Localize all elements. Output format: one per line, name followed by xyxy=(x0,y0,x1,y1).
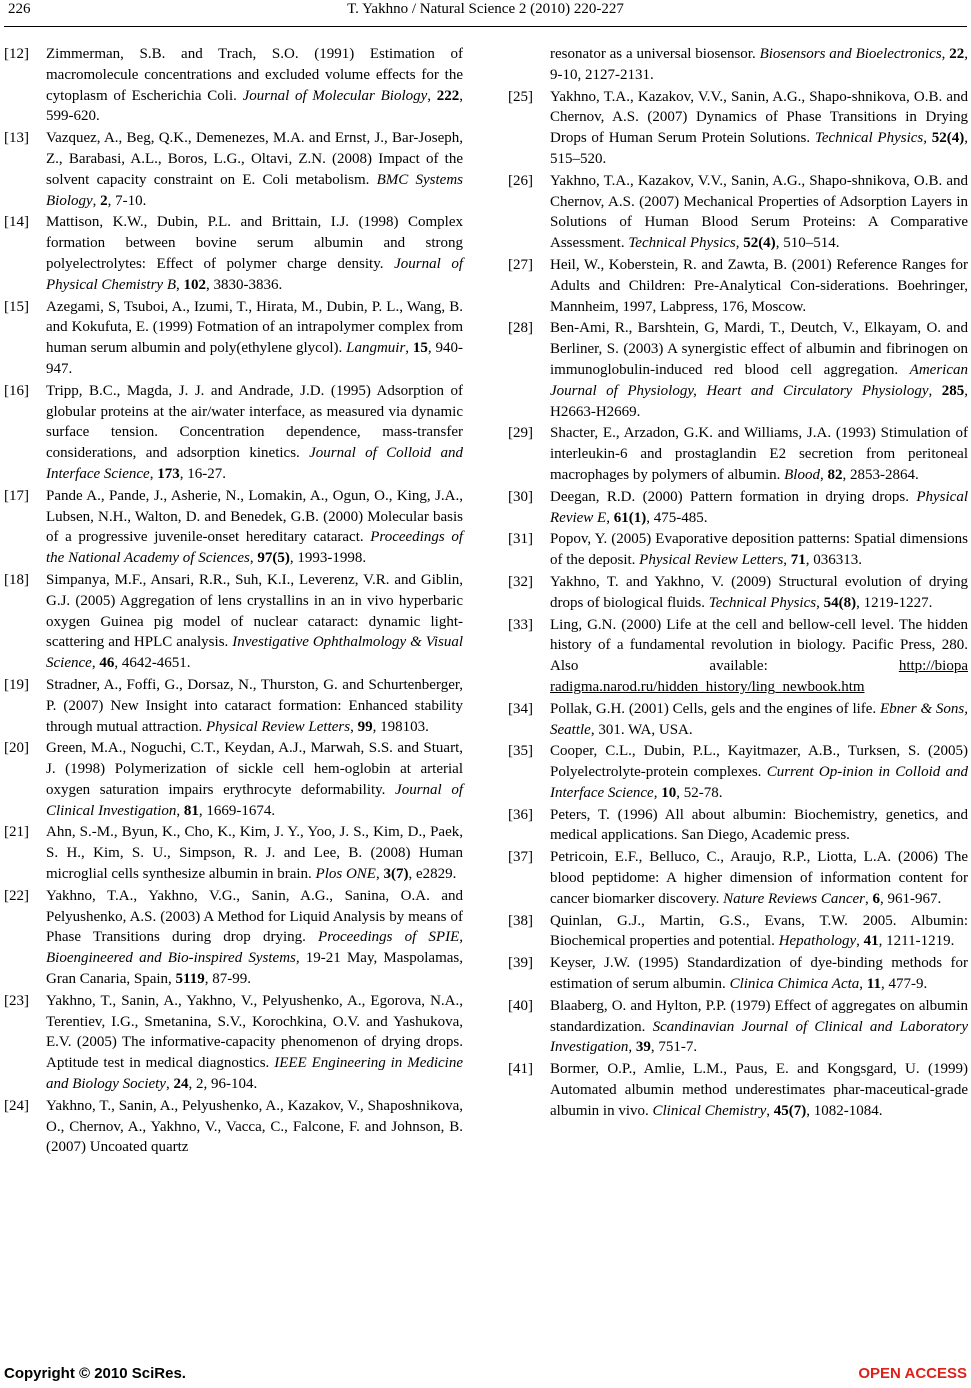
volume-number: 24 xyxy=(173,1076,189,1093)
reference-entry xyxy=(4,738,463,821)
page-number: 226 xyxy=(8,1,31,17)
reference-text-segment: , 1219-1227. xyxy=(856,594,933,611)
reference-entry xyxy=(4,486,463,569)
reference-text-segment: , xyxy=(175,276,184,293)
reference-text xyxy=(550,1059,968,1121)
volume-number: 11 xyxy=(866,976,881,993)
volume-number: 97(5) xyxy=(257,550,290,567)
reference-text-segment: , 475-485. xyxy=(646,509,708,526)
reference-text-segment: Popov, Y. (2005) Evaporative deposition patterns: Spatial dimensions of the deposit. xyxy=(550,531,968,569)
reference-entry xyxy=(4,886,463,990)
reference-number: [37] xyxy=(508,849,533,866)
reference-text-segment: Petricoin, E.F., Belluco, C., Araujo, R.P., Liotta, L.A. (2006) The blood peptidome: A higher dimension of information content for cancer biomarker discovery. xyxy=(550,849,968,907)
journal-title: Blood xyxy=(784,466,820,483)
reference-text-segment: , 1082-1084. xyxy=(806,1102,883,1119)
reference-text-segment: , xyxy=(350,718,358,735)
reference-number: [30] xyxy=(508,488,533,505)
reference-number: [22] xyxy=(4,887,29,904)
reference-number: [40] xyxy=(508,997,533,1014)
reference-text-segment: , 515–520. xyxy=(550,130,969,167)
journal-title: Plos ONE xyxy=(315,866,376,883)
reference-text-segment: , 198103. xyxy=(372,718,429,735)
reference-text-segment: Zimmerman, S.B. and Trach, S.O. (1991) Estimation of macromolecule concentrations and excluded volume effects for the cytoplasm of Escherichia Coli. xyxy=(46,46,463,104)
reference-text-segment: , 3830-3836. xyxy=(205,276,283,293)
reference-text xyxy=(550,255,968,317)
volume-number: 61(1) xyxy=(613,509,647,526)
reference-text xyxy=(550,805,968,847)
reference-text xyxy=(550,87,968,170)
reference-text-segment: , xyxy=(427,87,437,104)
journal-title: Nature Reviews Cancer xyxy=(723,890,866,907)
volume-number: 81 xyxy=(183,802,199,819)
reference-entry xyxy=(508,255,968,317)
reference-number: [23] xyxy=(4,992,29,1009)
reference-number: [17] xyxy=(4,487,29,504)
reference-link[interactable]: http://biopa radigma.narod.ru/hidden_history/ling_newbook.htm xyxy=(550,658,968,695)
reference-text-segment: Bormer, O.P., Amlie, L.M., Paus, E. and Kongsgard, U. (1999) Automated albumin method underestimates phar-maceutical-grade albumin in vivo. xyxy=(550,1061,968,1119)
reference-text xyxy=(46,822,463,884)
journal-title: Journal of Clinical Investigation xyxy=(46,781,463,819)
reference-number: [32] xyxy=(508,573,533,590)
reference-text-segment: Cooper, C.L., Dubin, P.L., Kayitmazer, A.B., Turksen, S. (2005) Polyelectrolyte-protein complexes. xyxy=(550,743,968,781)
journal-title: American Journal of Physiology, Heart and Circulatory Physiology xyxy=(550,361,968,399)
reference-text-segment: , 301. WA, USA. xyxy=(590,721,693,738)
volume-number: 82 xyxy=(827,466,843,483)
reference-text xyxy=(46,381,463,485)
reference-text-segment: , xyxy=(176,802,184,819)
reference-text-segment: , xyxy=(856,933,864,950)
reference-number: [14] xyxy=(4,214,29,231)
reference-number: [24] xyxy=(4,1097,29,1114)
reference-text-segment: Deegan, R.D. (2000) Pattern formation in drying drops. xyxy=(550,488,917,505)
reference-text xyxy=(550,741,968,803)
reference-text xyxy=(550,847,968,909)
reference-entry xyxy=(4,1096,463,1158)
reference-text xyxy=(46,1096,463,1158)
reference-entry xyxy=(4,212,463,295)
journal-title: Physical Review E xyxy=(550,488,968,526)
volume-number: 6 xyxy=(872,890,881,907)
journal-title: Current Op-inion in Colloid and Interface Science xyxy=(550,764,968,801)
reference-text-segment: , xyxy=(405,340,413,357)
reference-text-segment: , xyxy=(735,235,744,252)
reference-text-segment: , 751-7. xyxy=(650,1039,698,1056)
journal-title: Proceedings of the National Academy of Sciences xyxy=(46,529,463,567)
journal-title: Hepathology xyxy=(778,933,857,950)
reference-text-segment: Quinlan, G.J., Martin, G.S., Evans, T.W. 2005. Albumin: Biochemical properties and potential. xyxy=(550,912,968,950)
reference-entry xyxy=(508,423,968,485)
reference-text-segment: , 940-947. xyxy=(46,340,464,377)
reference-text xyxy=(46,675,463,737)
reference-number: [35] xyxy=(508,743,533,760)
reference-entry xyxy=(4,44,463,127)
reference-text-segment: , xyxy=(859,976,867,993)
reference-text xyxy=(550,911,968,953)
reference-text-segment: Yakhno, T.A., Yakhno, V.G., Sanin, A.G., Sanina, O.A. and Pelyushenko, A.S. (2003) A Method for Liquid Analysis by means of Phase Transitions during drop drying. xyxy=(46,887,463,946)
reference-text-segment: , 961-967. xyxy=(880,890,942,907)
reference-text xyxy=(46,738,463,821)
reference-entry xyxy=(508,996,968,1058)
volume-number: 52(4) xyxy=(743,235,776,252)
reference-text-segment: , xyxy=(766,1102,774,1119)
reference-text-segment: Peters, T. (1996) All about albumin: Biochemistry, genetics, and medical applications. San Diego, Academic press. xyxy=(550,806,968,844)
reference-text-segment: Green, M.A., Noguchi, C.T., Keydan, A.J., Marwah, S.S. and Stuart, J. (1998) Polymerization of sickle cell hem-oglobin at arterial oxygen saturation impairs erythrocyte deformability. xyxy=(46,740,463,798)
reference-text-segment: , xyxy=(91,655,100,672)
reference-text-segment: , 599-620. xyxy=(46,87,464,125)
reference-text-segment: , H2663-H2669. xyxy=(550,382,968,420)
reference-entry xyxy=(4,381,463,485)
journal-title: Proceedings of SPIE, Bioengineered and Bio-inspired Systems, xyxy=(46,929,463,967)
journal-title: IEEE Engineering in Medicine and Biology Society xyxy=(46,1055,463,1093)
reference-number: [39] xyxy=(508,955,533,972)
reference-entry xyxy=(508,1059,968,1121)
reference-text-segment: , xyxy=(923,130,932,147)
journal-title: Journal of Colloid and Interface Science xyxy=(46,445,463,482)
volume-number: 222 xyxy=(436,87,460,104)
reference-text xyxy=(46,486,463,569)
journal-title: Langmuir xyxy=(346,340,406,357)
reference-text-segment: Yakhno, T.A., Kazakov, V.V., Sanin, A.G., Shapo-shnikova, O.B. and Chernov, A.S. (2007) Mechanical Properties of Adsorption Layers in Solutions of Human Blood Serum Proteins: A Comparative Assessment. xyxy=(550,172,968,252)
volume-number: 54(8) xyxy=(823,594,857,611)
reference-text-segment: , xyxy=(783,552,791,569)
open-access-label: OPEN ACCESS xyxy=(858,1365,967,1382)
reference-number: [16] xyxy=(4,382,29,399)
reference-text-segment: Heil, W., Koberstein, R. and Zawta, B. (2001) Reference Ranges for Adults and Children: Pre-Analytical Con-siderations. Boehringer, Mannheim, 1997, Labpress, 176, Moscow. xyxy=(550,256,968,315)
reference-entry xyxy=(508,572,968,614)
journal-title: Physical Review Letters xyxy=(205,718,351,735)
reference-text-segment: , 4642-4651. xyxy=(114,655,191,672)
volume-number: 285 xyxy=(941,382,965,399)
reference-text xyxy=(550,423,968,485)
volume-number: 102 xyxy=(183,276,206,293)
reference-text-segment: Yakhno, T.A., Kazakov, V.V., Sanin, A.G., Shapo-shnikova, O.B. and Chernov, A.S. (2007) Dynamics of Phase Transitions in Drying Drops of Human Serum Protein Solutions. xyxy=(550,88,968,147)
reference-entry xyxy=(508,953,968,995)
reference-entry xyxy=(508,87,968,170)
reference-text-segment: , 1211-1219. xyxy=(878,933,955,950)
journal-title: BMC Systems Biology xyxy=(46,171,463,209)
reference-entry xyxy=(508,911,968,953)
reference-text-segment: , xyxy=(653,784,662,801)
reference-number: [25] xyxy=(508,88,533,105)
reference-entry xyxy=(4,297,463,380)
reference-text xyxy=(550,44,968,86)
reference-text-segment: , xyxy=(816,594,824,611)
reference-text-segment: Yakhno, T., Sanin, A., Pelyushenko, A., Kazakov, V., Shaposhnikova, O., Chernov, A., Yakhno, V., Vacca, C., Falcone, F. and Johnson, B. (2007) Uncoated quartz xyxy=(46,1097,463,1156)
reference-text-segment: , 477-9. xyxy=(880,976,928,993)
journal-title: Technical Physics xyxy=(814,130,924,147)
reference-text xyxy=(46,991,463,1095)
volume-number: 22 xyxy=(949,46,965,62)
reference-entry xyxy=(4,570,463,674)
reference-entry xyxy=(4,822,463,884)
reference-text-segment: , xyxy=(865,890,873,907)
volume-number: 41 xyxy=(863,933,879,950)
journal-title: Ebner & Sons, Seattle xyxy=(550,700,968,738)
reference-text-segment: Tripp, B.C., Magda, J. J. and Andrade, J.D. (1995) Adsorption of globular proteins at the air/water interface, as measured via dynamic surface tension. Concentration dependence, mass-transfer considerations, and adsorption kinetics. xyxy=(46,382,463,462)
reference-text-segment: , xyxy=(941,46,950,62)
reference-number: [31] xyxy=(508,531,533,548)
journal-title: Clinical Chemistry xyxy=(652,1102,767,1119)
reference-text-segment: Yakhno, T., Sanin, A., Yakhno, V., Pelyushenko, A., Egorova, N.A., Terentiev, I.G., Smetanina, S.V., Korochkina, O.V. and Yashukova, E.V. (2005) The informative-capacity phenomenon of drying drops. Aptitude test in medical diagnostics. xyxy=(46,992,463,1072)
journal-title: Scandinavian Journal of Clinical and Laboratory Investigation xyxy=(550,1018,969,1056)
reference-number: [20] xyxy=(4,740,29,757)
reference-entry xyxy=(508,847,968,909)
reference-text-segment: Shacter, E., Arzadon, G.K. and Williams, J.A. (1993) Stimulation of interleukin-6 and prostaglandin E2 secretion from peritoneal macrophages by polymers of albumin. xyxy=(550,425,968,483)
reference-text-segment: , 9-10, 2127-2131. xyxy=(550,46,969,83)
volume-number: 46 xyxy=(99,655,115,672)
reference-text-segment: 19-21 May, Maspolamas, Gran Canaria, Spain, xyxy=(46,950,463,988)
reference-text-segment: , xyxy=(606,509,614,526)
reference-number: [36] xyxy=(508,806,533,823)
volume-number: 173 xyxy=(157,465,180,482)
reference-text-segment: , xyxy=(249,550,258,567)
references-left-column xyxy=(4,44,463,1159)
reference-text-segment: , xyxy=(165,1076,174,1093)
journal-title: Journal of Physical Chemistry B xyxy=(46,255,463,293)
reference-number: [27] xyxy=(508,256,533,273)
reference-text-segment: , xyxy=(92,192,101,209)
reference-text-segment: , xyxy=(819,466,828,483)
reference-text xyxy=(550,615,968,698)
reference-entry xyxy=(508,805,968,847)
volume-number: 5119 xyxy=(175,971,205,988)
reference-text-segment: Vazquez, A., Beg, Q.K., Demenezes, M.A. and Ernst, J., Bar-Joseph, Z., Barabasi, A.L., Boros, L.G., Oltavi, Z.N. (2008) Impact of the solvent capacity constraint on E. Coli metabolism. xyxy=(46,130,463,188)
reference-text-segment: , xyxy=(149,465,158,482)
reference-number: [28] xyxy=(508,320,533,337)
volume-number: 52(4) xyxy=(931,130,965,147)
reference-text xyxy=(550,996,968,1058)
journal-title: Journal of Molecular Biology xyxy=(242,87,428,104)
reference-text xyxy=(550,953,968,995)
reference-entry xyxy=(508,529,968,571)
reference-entry xyxy=(508,318,968,422)
reference-text-segment: , 510–514. xyxy=(775,235,840,252)
reference-text-segment: Ling, G.N. (2000) Life at the cell and bellow-cell level. The hidden history of a fundamental revolution in biology. Pacific Press, 280. Also available: xyxy=(550,616,968,675)
reference-text-segment: , 52-78. xyxy=(676,784,723,801)
volume-number: 39 xyxy=(635,1039,651,1056)
reference-entry xyxy=(508,44,968,86)
volume-number: 71 xyxy=(790,552,806,569)
journal-title: Clinica Chimica Acta xyxy=(729,976,860,993)
reference-entry xyxy=(508,741,968,803)
reference-number: [29] xyxy=(508,425,533,442)
copyright-notice: Copyright © 2010 SciRes. xyxy=(4,1365,186,1382)
volume-number: 3(7) xyxy=(383,866,409,883)
reference-text xyxy=(550,699,968,741)
reference-text-segment: , 7-10. xyxy=(107,192,147,209)
reference-text xyxy=(46,128,463,211)
reference-number: [19] xyxy=(4,676,29,693)
reference-text-segment: Blaaberg, O. and Hylton, P.P. (1979) Effect of aggregates on albumin standardization. xyxy=(550,997,968,1035)
journal-title: Physical Review Letters xyxy=(639,552,784,569)
reference-text xyxy=(46,44,463,127)
reference-text xyxy=(46,570,463,674)
reference-text xyxy=(550,529,968,571)
volume-number: 45(7) xyxy=(773,1102,807,1119)
volume-number: 2 xyxy=(100,192,108,209)
reference-text-segment: Yakhno, T. and Yakhno, V. (2009) Structural evolution of drying drops of biological fluids. xyxy=(550,573,968,611)
running-head: T. Yakhno / Natural Science 2 (2010) 220-227 xyxy=(347,1,624,17)
volume-number: 99 xyxy=(357,718,373,735)
reference-text-segment: , 1993-1998. xyxy=(289,550,367,567)
reference-text-segment: Azegami, S, Tsuboi, A., Izumi, T., Hirata, M., Dubin, P. L., Wang, B. and Kokufuta, E. (1999) Fotmation of an intrapolymer complex from human serum albumin and poly(ethylene glycol). xyxy=(46,298,463,357)
reference-number: [13] xyxy=(4,130,29,147)
reference-text xyxy=(550,572,968,614)
reference-entry xyxy=(508,171,968,254)
reference-number: [18] xyxy=(4,571,29,588)
reference-text xyxy=(550,171,968,254)
reference-text-segment: , xyxy=(375,866,384,883)
reference-entry xyxy=(508,615,968,698)
volume-number: 15 xyxy=(412,340,428,357)
reference-text-segment: Simpanya, M.F., Ansari, R.R., Suh, K.I., Leverenz, V.R. and Giblin, G.J. (2005) Aggregation of lens crystallins in an in vivo hyperbaric oxygen Guinea pig model of nuclear cataract: dynamic light-scattering and HPLC analysis. xyxy=(46,571,463,651)
reference-text xyxy=(46,212,463,295)
reference-text-segment: , 87-99. xyxy=(204,971,251,988)
reference-entry xyxy=(508,487,968,529)
reference-entry xyxy=(4,675,463,737)
journal-title: Technical Physics xyxy=(628,235,736,252)
journal-title: Technical Physics xyxy=(708,594,817,611)
reference-entry xyxy=(508,699,968,741)
reference-number: [21] xyxy=(4,824,29,841)
header-rule xyxy=(4,26,967,27)
reference-number: [26] xyxy=(508,172,533,189)
reference-text-segment: Keyser, J.W. (1995) Standardization of dye-binding methods for estimation of serum albumin. xyxy=(550,955,968,993)
reference-text-segment: , xyxy=(928,382,942,399)
reference-number: [34] xyxy=(508,700,533,717)
reference-text xyxy=(550,487,968,529)
reference-text-segment: , 036313. xyxy=(805,552,863,569)
volume-number: 10 xyxy=(661,784,677,801)
reference-text-segment: , 2, 96-104. xyxy=(188,1076,258,1093)
reference-text-segment: , e2829. xyxy=(408,866,457,883)
reference-text-segment: , 16-27. xyxy=(179,465,226,482)
reference-text-segment: , 2853-2864. xyxy=(842,466,919,483)
reference-entry xyxy=(4,991,463,1095)
reference-text-segment: resonator as a universal biosensor. xyxy=(550,46,760,62)
reference-text-segment: Ben-Ami, R., Barshtein, G, Mardi, T., Deutch, V., Elkayam, O. and Berliner, S. (2003) A synergistic effect of albumin and fibrinogen on immunoglobulin-induced red blood cell aggregation. xyxy=(550,320,968,378)
reference-number xyxy=(508,44,550,86)
reference-number: [15] xyxy=(4,298,29,315)
reference-entry xyxy=(4,128,463,211)
reference-text-segment: Mattison, K.W., Dubin, P.L. and Brittain, I.J. (1998) Complex formation between bovine serum albumin and strong polyelectrolytes: Effect of polymer charge density. xyxy=(46,214,463,272)
reference-number: [41] xyxy=(508,1061,533,1078)
journal-title: Investigative Ophthalmology & Visual Science xyxy=(46,634,463,672)
reference-number: [38] xyxy=(508,912,533,929)
reference-text xyxy=(46,886,463,990)
reference-text-segment: Stradner, A., Foffi, G., Dorsaz, N., Thurston, G. and Schurtenberger, P. (2007) New Insight into cataract formation: Enhanced stability through mutual attraction. xyxy=(46,676,463,735)
reference-text xyxy=(550,318,968,422)
journal-title: Biosensors and Bioelectronics xyxy=(759,46,942,62)
reference-number: [12] xyxy=(4,46,29,62)
reference-text-segment: Pande A., Pande, J., Asherie, N., Lomakin, A., Ogun, O., King, J.A., Lubsen, N.H., Walton, D. and Benedek, G.B. (2000) Molecular basis of a progressive juvenile-onset hereditary cataract. xyxy=(46,487,463,546)
reference-text-segment: Pollak, G.H. (2001) Cells, gels and the engines of life. xyxy=(550,700,880,717)
reference-text-segment: Ahn, S.-M., Byun, K., Cho, K., Kim, J. Y., Yoo, J. S., Kim, D., Paek, S. H., Kim, S. U., Simpson, R. J. and Lee, B. (2008) Human microglial cells synthesize albumin in brain. xyxy=(46,824,463,883)
references-right-column xyxy=(508,44,968,1123)
reference-text-segment: , xyxy=(628,1039,636,1056)
reference-text xyxy=(46,297,463,380)
reference-number: [33] xyxy=(508,616,533,633)
reference-text-segment: , 1669-1674. xyxy=(198,802,276,819)
